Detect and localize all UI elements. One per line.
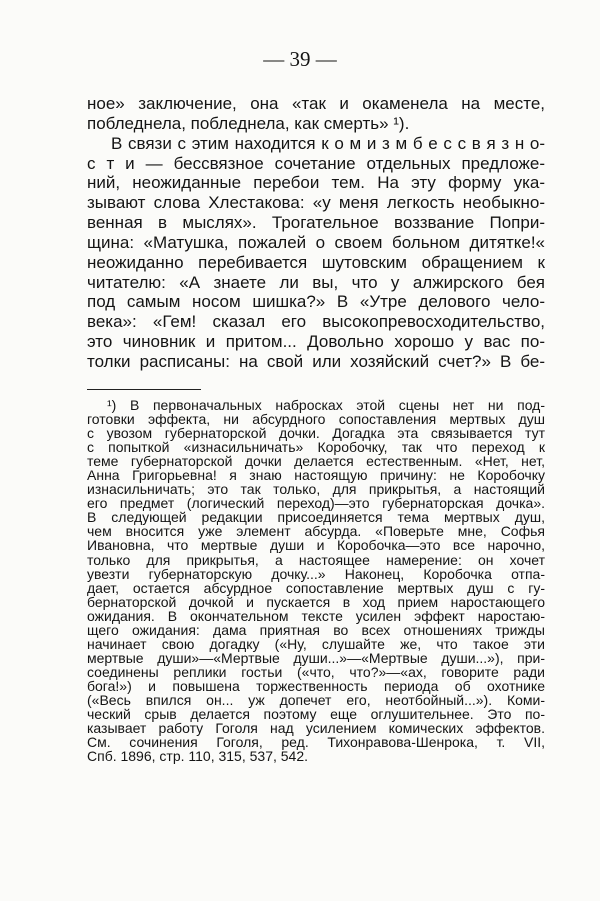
- footnote-line: Спб. 1896, стр. 110, 315, 537, 542.: [87, 748, 309, 765]
- footnote-line: готовки эффекта, ни абсурдного сопоставления мертвых душ: [87, 411, 545, 428]
- footnote-divider: [87, 389, 201, 390]
- footnote-line: См. сочинения Гоголя, ред. Тихонравова-Шенрока, т. VII,: [87, 734, 545, 751]
- footnote-line: его предмет (логический переход)—это губернаторская дочка».: [87, 495, 545, 512]
- body-text-line: венная в мыслях». Трогательное воззвание Попри-: [87, 213, 545, 233]
- footnote-line: только для прикрытья, а настоящее намерение: он хочет: [87, 551, 545, 568]
- body-text-line: зывают слова Хлестакова: «у меня легкость необыкно-: [87, 193, 545, 213]
- footnote-line: изнасильничать; это так только, для прикрытья, а настоящий: [87, 481, 545, 498]
- body-text-line: неожиданно перебивается шутовским обращением к: [87, 252, 545, 272]
- body-text-line: ное» заключение, она «так и окаменела на месте,: [87, 94, 545, 113]
- footnote-line: бога!») и повышена торжественность периода об охотнике: [87, 677, 545, 694]
- body-text-line: читателю: «А знаете ли вы, что у алжирского бея: [87, 272, 545, 292]
- body-text: [87, 94, 545, 372]
- footnote-line: щего ожидания: дама приятная во всех отношениях трижды: [87, 621, 545, 638]
- body-text-line: побледнела, побледнела, как смерть» ¹).: [87, 113, 410, 133]
- footnote-line: соединены реплики гостьи («что, что?»—«ах, говорите ради: [87, 663, 545, 680]
- footnote-line: ожидания. В окончательном тексте усилен эффект наростаю-: [87, 607, 545, 624]
- body-text-line: ний, неожиданные перебои тем. На эту форму ука-: [87, 173, 545, 193]
- footnote-line: теме губернаторской дочки делается естественным. «Нет, нет,: [87, 453, 545, 470]
- footnote-line: В следующей редакции присоединяется тема мертвых душ,: [87, 509, 545, 526]
- footnote-line: Анна Григорьевна! я знаю настоящую причину: не Коробочку: [87, 467, 545, 484]
- body-text-line: с т и — бессвязное сочетание отдельных предложе-: [87, 153, 545, 173]
- footnote-line: с попыткой «изнасильничать» Коробочку, так что переход к: [87, 439, 545, 456]
- footnote-line: ческий срыв делается поэтому еще оглушительнее. Это по-: [87, 706, 545, 723]
- footnote-line: мертвые души»—«Мертвые души...»—«Мертвые души...»), при-: [87, 649, 545, 666]
- footnote-line: Ивановна, что мертвые души и Коробочка—это все нарочно,: [87, 537, 545, 554]
- body-text-line: В связи с этим находится к о м и з м б е с с в я з н о-: [111, 133, 545, 153]
- body-text-line: щина: «Матушка, пожалей о своем больном дитятке!«: [87, 232, 545, 252]
- footnote-line: ¹) В первоначальных набросках этой сцены нет ни под-: [107, 397, 545, 413]
- footnote-line: казывает работу Гоголя над усилением комических эффектов.: [87, 720, 545, 737]
- footnote-line: («Весь впился он... уж допечет его, неотбойный...»). Коми-: [87, 691, 545, 708]
- body-text-line: века»: «Гем! сказал его высокопревосходительство,: [87, 312, 545, 332]
- body-text-line: под самым носом шишка?» В «Утре делового чело-: [87, 292, 545, 312]
- body-text-line: толки расписаны: на свой или хозяйский счет?» В бе-: [87, 351, 545, 371]
- footnote-line: начинает свою догадку («Ну, слушайте же, что такое эти: [87, 635, 545, 652]
- body-text-line: это чиновник и притом... Довольно хорошо у вас по-: [87, 332, 545, 352]
- footnote: [87, 398, 545, 763]
- footnote-line: увезти губернаторскую дочку...» Наконец, Коробочка отпа-: [87, 565, 545, 582]
- footnote-line: дает, остается абсурдное сопоставление мертвых душ с гу-: [87, 579, 545, 596]
- footnote-line: бернаторской дочкой и пускается в ход прием наростающего: [87, 593, 545, 610]
- footnote-line: с увозом губернаторской дочки. Догадка эта связывается тут: [87, 425, 545, 442]
- footnote-line: чем вносится уже элемент абсурда. «Поверьте мне, Софья: [87, 523, 545, 540]
- page-number: — 39 —: [263, 47, 337, 71]
